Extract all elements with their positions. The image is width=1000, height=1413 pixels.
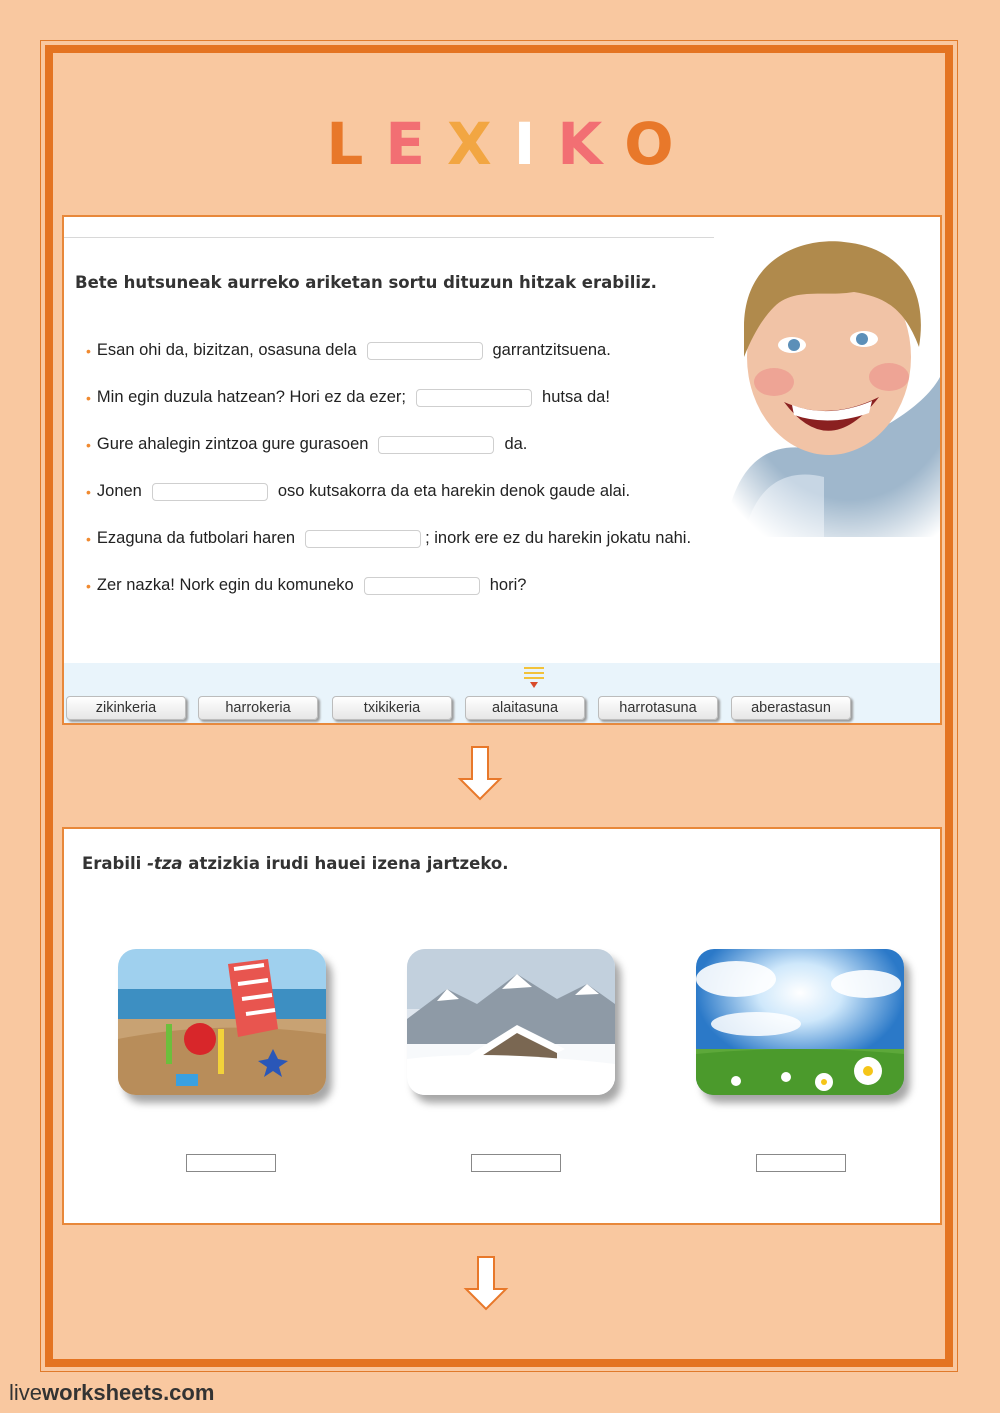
title-letter: L [326,110,364,178]
sunny-meadow-image [696,949,904,1095]
bullet-icon: • [86,436,91,453]
sentence-1 [86,341,611,360]
sentence-text: Gure ahalegin zintzoa gure gurasoen [96,435,369,453]
title-letter: O [624,110,674,178]
title-letter: E [385,110,425,178]
sentence-text: Ezaguna da futbolari haren [96,529,296,547]
sentence-text: Esan ohi da, bizitzan, osasuna dela [96,341,357,359]
sentence-5 [86,529,691,548]
bullet-icon: • [86,483,91,500]
snowy-mountain-image [407,949,615,1095]
answer-field[interactable] [367,342,483,360]
answer-field[interactable] [756,1154,846,1172]
sentence-text: hori? [489,576,527,594]
sentence-text: Min egin duzula hatzean? Hori ez da ezer; [96,388,407,406]
instruction-text: Erabili [82,854,148,873]
sentence-4 [86,482,630,501]
word-chip[interactable]: harrotasuna [598,696,718,720]
sentence-text: Zer nazka! Nork egin du komuneko [96,576,354,594]
answer-field[interactable] [305,530,421,548]
sentence-text: Jonen [96,482,142,500]
exercise2-panel [62,827,942,1225]
word-bank [64,663,940,723]
down-arrow-icon [456,745,504,803]
answer-field[interactable] [471,1154,561,1172]
word-chip[interactable]: harrokeria [198,696,318,720]
bullet-icon: • [86,389,91,406]
title-letter: X [447,110,492,178]
answer-field[interactable] [364,577,480,595]
suffix-text: -tza [147,854,183,873]
exercise1-instruction: Bete hutsuneak aurreko ariketan sortu dituzun hitzak erabiliz. [75,273,657,292]
page-title [0,110,1000,178]
brand-logo[interactable] [9,1380,214,1406]
down-arrow-icon [462,1255,510,1313]
word-chip[interactable]: aberastasun [731,696,851,720]
sentence-3 [86,435,527,454]
answer-field[interactable] [186,1154,276,1172]
sentence-6 [86,576,526,595]
bullet-icon: • [86,577,91,594]
beach-image [118,949,326,1095]
word-chip[interactable]: txikikeria [332,696,452,720]
smiling-boy-image [714,237,940,537]
answer-field[interactable] [378,436,494,454]
exercise1-panel [62,215,942,725]
answer-field[interactable] [416,389,532,407]
title-letter: I [513,110,536,178]
exercise2-instruction [82,854,509,873]
sentence-2 [86,388,610,407]
sentence-text: oso kutsakorra da eta harekin denok gaude alai. [277,482,631,500]
sentence-text: hutsa da! [542,388,610,406]
bullet-icon: • [86,342,91,359]
answer-field[interactable] [152,483,268,501]
word-chip[interactable]: zikinkeria [66,696,186,720]
bullet-icon: • [86,530,91,547]
drag-handle-icon [522,665,546,691]
sentence-text: da. [504,435,528,453]
brand-text: live [9,1380,43,1405]
title-letter: K [557,110,603,178]
instruction-text: atzizkia irudi hauei izena jartzeko. [182,854,509,873]
sentence-text: garrantzitsuena. [492,341,611,359]
sentence-text: ; inork ere ez du harekin jokatu nahi. [425,529,692,547]
brand-text: worksheets.com [42,1380,215,1405]
word-chip[interactable]: alaitasuna [465,696,585,720]
